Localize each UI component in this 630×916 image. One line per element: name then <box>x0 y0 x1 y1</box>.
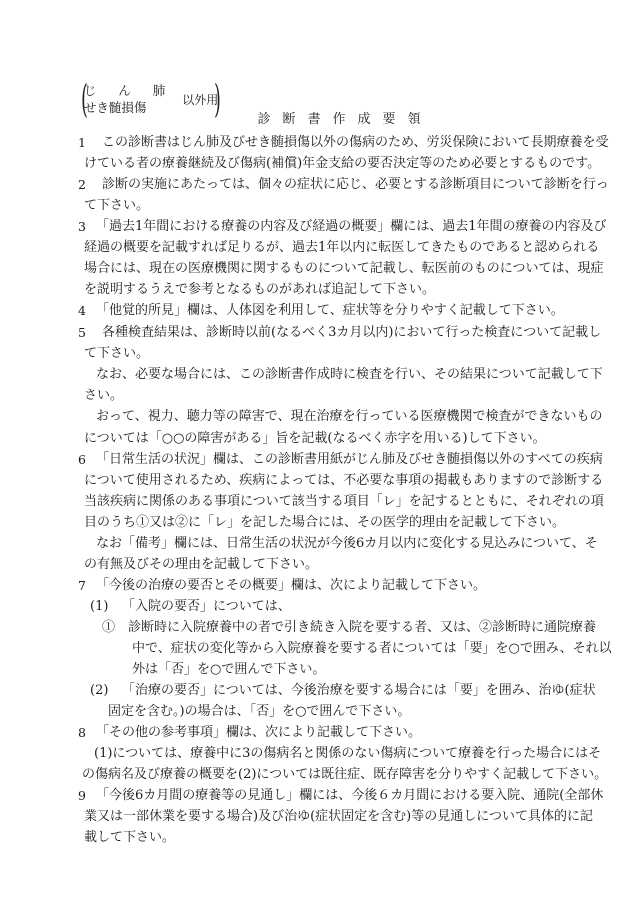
item-3-line-4: を説明するうえで参考となるものがあれば追記して下さい。 <box>84 282 436 297</box>
item-9-line-1: 「今後6カ月間の療養等の見通し」欄には、今後６カ月間における要入院、通院(全部休 <box>96 788 604 803</box>
item-2-line-1: 診断の実施にあたっては、個々の症状に応じ、必要とする診断項目について診断を行っ <box>102 177 609 192</box>
item-number-3: 3 <box>78 219 86 234</box>
open-paren: ( <box>81 77 88 121</box>
item-6-line-1: 「日常生活の状況」欄は、この診断書用紙がじん肺及びせき髄損傷以外のすべての疾病 <box>96 452 603 467</box>
item-6-line-4: 目のうち①又は②に「レ」を記した場合には、その医学的理由を記載して下さい。 <box>84 515 566 530</box>
item-6-line-3: 当該疾病に関係のある事項について該当する項目「レ」を記するとともに、それぞれの項 <box>84 494 604 509</box>
item-5-line-4: さい。 <box>84 388 124 403</box>
item-7-1-detail-2: 中で、症状の変化等から入院療養を要する者については「要」を○で囲み、それ以 <box>132 641 612 656</box>
item-number-5: 5 <box>78 325 86 340</box>
item-7-1-text: 「入院の要否」については、 <box>122 599 291 614</box>
item-number-2: 2 <box>78 177 86 192</box>
item-7-line-1: 「今後の治療の要否とその概要」欄は、次により記載して下さい。 <box>96 578 487 593</box>
item-5-line-1: 各種検査結果は、診断時以前(なるべく3カ月以内)において行った検査について記載し <box>102 325 602 340</box>
item-7-1-detail-3: 外は「否」を○で囲んで下さい。 <box>132 662 326 677</box>
item-5-line-6: については「○○の障害がある」旨を記載(なるべく赤字を用いる)して下さい。 <box>84 431 546 446</box>
item-3-line-3: 場合には、現在の医療機関に関するものについて記載し、転医前のものについては、現症 <box>84 261 604 276</box>
item-number-9: 9 <box>78 788 86 803</box>
item-1-line-1: この診断書はじん肺及びせき髄損傷以外の傷病のため、労災保険において長期療養を受 <box>102 135 609 150</box>
item-number-1: 1 <box>78 135 86 150</box>
item-number-6: 6 <box>78 452 86 467</box>
item-8-line-2: (1)については、療養中に3の傷病名と関係のない傷病について療養を行った場合にはそ <box>94 746 602 761</box>
item-7-2-line-2: 固定を含む。)の場合は、「否」を○で囲んで下さい。 <box>108 704 411 719</box>
item-number-8: 8 <box>78 725 86 740</box>
item-9-line-2: 業又は一部休業を要する場合)及び治ゆ(症状固定を含む)等の見通しについて具体的に記 <box>84 809 593 824</box>
item-7-1-label: (1) <box>90 599 109 614</box>
item-5-line-2: て下さい。 <box>84 346 150 361</box>
item-3-line-1: 「過去1年間における療養の内容及び経過の概要」欄には、過去1年間の療養の内容及び <box>96 219 607 234</box>
item-8-line-3: の傷病名及び療養の概要を(2)については既往症、既存障害を分りやすく記載して下さい。 <box>82 767 608 782</box>
usage-line-2: せき髄損傷 <box>83 100 147 115</box>
item-6-line-2: について使用されるため、疾病によっては、不必要な事項の掲載もありますので診断する <box>84 473 604 488</box>
item-2-line-2: て下さい。 <box>84 198 150 213</box>
item-5-line-3: なお、必要な場合には、この診断書作成時に検査を行い、その結果について記載して下 <box>96 367 603 382</box>
item-7-1-detail-1: ① 診断時に入院療養中の者で引き続き入院を要する者、又は、②診断時に通院療養 <box>102 620 597 635</box>
item-7-2-line-1: 「治療の要否」については、今後治療を要する場合には「要」を囲み、治ゆ(症状 <box>122 683 596 698</box>
item-4-line-1: 「他覚的所見」欄は、人体図を利用して、症状等を分りやすく記載して下さい。 <box>96 303 564 318</box>
item-7-2-label: (2) <box>90 683 109 698</box>
usage-line-1: じ ん 肺 <box>83 83 175 98</box>
item-number-7: 7 <box>78 578 86 593</box>
item-9-line-3: 載して下さい。 <box>84 830 176 845</box>
item-6-line-5: なお「備考」欄には、日常生活の状況が今後6カ月以内に変化する見込みについて、そ <box>96 536 598 551</box>
close-paren: ) <box>214 77 222 121</box>
item-1-line-2: けている者の療養継続及び傷病(補償)年金支給の要否決定等のため必要とするものです。 <box>84 156 601 171</box>
item-3-line-2: 経過の概要を記載すれば足りるが、過去1年以内に転医してきたものであると認められる <box>84 240 600 255</box>
item-6-line-6: の有無及びその理由を記載して下さい。 <box>84 557 319 572</box>
item-number-4-visible: 4 <box>78 303 86 318</box>
usage-suffix: 以外用 <box>182 92 219 107</box>
item-5-line-5: おって、視力、聴力等の障害で、現在治療を行っている医療機関で検査ができないもの <box>96 409 603 424</box>
document-title: 診断書作成要領 <box>257 112 433 127</box>
item-8-line-1: 「その他の参考事項」欄は、次により記載して下さい。 <box>96 725 422 740</box>
